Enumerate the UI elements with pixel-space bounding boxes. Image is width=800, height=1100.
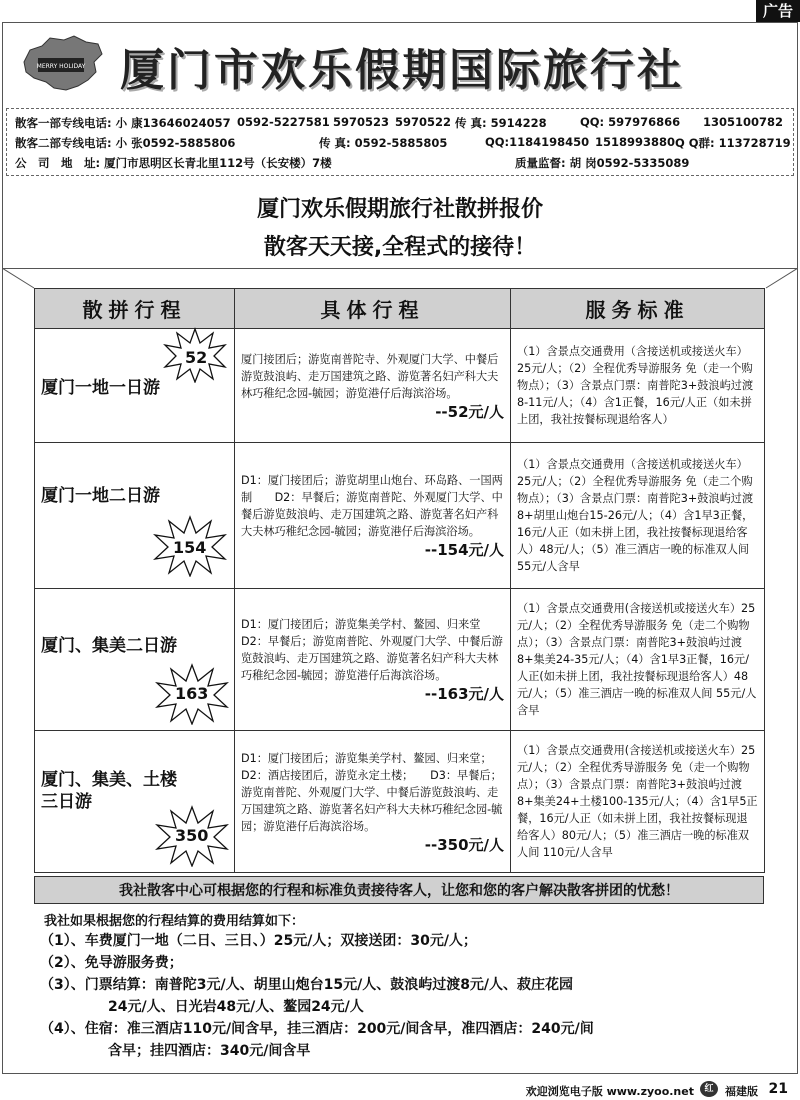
fee-list <box>40 930 770 1062</box>
fee-item: （1）、车费厦门一地（二日、三日、）25元/人；双接送团：30元/人； <box>40 933 477 949</box>
tour-price: --350元/人 <box>424 835 504 854</box>
tour-price: --154元/人 <box>424 541 504 559</box>
service-cell <box>511 731 765 873</box>
tour-price-table <box>34 288 765 873</box>
contact-field: 1305100782 <box>703 115 784 129</box>
tour-name: 厦门一地二日游 <box>41 486 160 506</box>
contact-row-3 <box>15 152 785 172</box>
service-cell <box>511 329 765 443</box>
fee-item: （3）、门票结算：南普陀3元/人、胡里山炮台15元/人、鼓浪屿过渡8元/人、菽庄花园 <box>40 977 574 993</box>
agency-header <box>2 22 798 104</box>
headline-main: 厦门欢乐假期旅行社散拼报价 <box>256 197 543 222</box>
contact-row-2 <box>15 132 791 152</box>
footer-edition: 福建版 <box>725 1085 758 1098</box>
contact-field: Q Q群: 113728719 <box>675 136 791 150</box>
headline-sub: 散客天天接,全程式的接待！ <box>263 235 537 260</box>
contact-block <box>6 108 794 176</box>
contact-field: 传 真: 0592-5885805 <box>319 136 448 150</box>
china-map-logo <box>16 32 106 96</box>
itinerary-text: D1：厦门接团后；游览集美学村、鳌园、归来堂； D2：酒店接团后，游览永定土楼； D3：早餐后；游览南普陀、外观厦门大学、中餐后游览鼓浪屿、走万国建筑之路、游览著名妇产科大夫林巧稚纪念园-毓园；游览港仔后海滨浴场。 <box>241 751 509 833</box>
tour-price: --52元/人 <box>435 402 504 421</box>
price-badge: 350 <box>175 826 209 845</box>
tour-name: 厦门、集美二日游 <box>41 636 177 656</box>
price-badge: 163 <box>175 684 209 703</box>
contact-row-1 <box>15 112 785 132</box>
service-text: （1）含景点交通费用（含接送机或接送火车）25元/人；（2）全程优秀导游服务 免（走二个购物点）；（3）含景点门票：南普陀3+鼓浪屿过渡8+胡里山炮台15-26元/人；（4）含1早3正餐，16元/人正（如未拼上团，我社按餐标现退给客人）48元/人；（5）准三酒店一晚的标准双人间 55元/人含早 <box>517 458 754 573</box>
contact-field: 公 司 地 址: 厦门市思明区长青北里112号（长安楼）7楼 <box>15 156 332 170</box>
contact-field: 1518993880 <box>595 135 676 149</box>
ad-tag: 广告 <box>756 0 800 22</box>
service-text: （1）含景点交通费用(含接送机或接送火车）25元/人；（2）全程优秀导游服务 免（走二个购物点）；（3）含景点门票：南普陀3+鼓浪屿过渡8+集美24-35元/人；（4）含1早3正餐，16元/人正(如未拼上团，我社按餐标现退给客人）48元/人；（5）准三酒店一晚的标准双人间 55元/人含早 <box>517 602 757 717</box>
tour-name-cell <box>35 443 235 589</box>
publisher-logo-icon: 红 <box>700 1081 718 1097</box>
contact-field: 传 真: 5914228 <box>455 116 547 130</box>
table-row <box>35 589 765 731</box>
tour-name-cell <box>35 329 235 443</box>
itinerary-cell <box>235 329 511 443</box>
page-number: 21 <box>768 1081 788 1097</box>
table-row <box>35 329 765 443</box>
col-header-service: 服务标准 <box>511 289 765 329</box>
footer-website: 欢迎浏览电子版 www.zyoo.net <box>525 1085 694 1098</box>
itinerary-text: D1：厦门接团后；游览集美学村、鳌园、归来堂 D2：早餐后；游览南普陀、外观厦门大学、中餐后游览鼓浪屿、走万国建筑之路、游览著名妇产科大夫林巧稚纪念园-毓园；游览港仔后海滨浴场。 <box>241 618 503 682</box>
contact-field: QQ: 597976866 <box>580 115 681 129</box>
itinerary-text: 厦门接团后；游览南普陀寺、外观厦门大学、中餐后游览鼓浪屿、走万国建筑之路、游览著名妇产科大夫林巧稚纪念园-毓园；游览港仔后海滨浴场。 <box>241 352 499 400</box>
itinerary-cell <box>235 731 511 873</box>
table-header-row <box>35 289 765 329</box>
price-badge: 154 <box>173 538 207 557</box>
tour-name: 厦门、集美、土楼三日游 <box>41 770 177 812</box>
itinerary-cell <box>235 589 511 731</box>
tour-name-cell <box>35 589 235 731</box>
fee-item: （2）、免导游服务费； <box>40 955 183 971</box>
col-header-tour: 散拼行程 <box>35 289 235 329</box>
contact-field: 0592-5227581 <box>237 115 330 129</box>
service-cell <box>511 443 765 589</box>
service-text: （1）含景点交通费用（含接送机或接送火车）25元/人；（2）全程优秀导游服务 免（走一个购物点）；（3）含景点门票：南普陀3+鼓浪屿过渡8-11元/人；（4）含1正餐，16元/人正（如未拼上团，我社按餐标现退给客人） <box>517 345 754 426</box>
fee-intro: 我社如果根据您的行程结算的费用结算如下： <box>44 914 305 929</box>
table-row <box>35 731 765 873</box>
contact-field: 散客一部专线电话: 小 康13646024057 <box>15 116 231 130</box>
section-corner-lines <box>2 268 798 290</box>
fee-item-cont: 含早；挂四酒店：340元/间含早 <box>108 1043 311 1059</box>
contact-field: 散客二部专线电话: 小 张0592-5885806 <box>15 136 236 150</box>
service-cell <box>511 589 765 731</box>
itinerary-text: D1：厦门接团后；游览胡里山炮台、环岛路、一国两制 D2：早餐后；游览南普陀、外观厦门大学、中餐后游览鼓浪屿、走万国建筑之路、游览著名妇产科大夫林巧稚纪念园-毓园；游览港仔后海滨浴场。 <box>241 474 503 538</box>
table-row <box>35 443 765 589</box>
tour-price: --163元/人 <box>424 685 504 703</box>
col-header-itinerary: 具体行程 <box>235 289 511 329</box>
price-badge: 52 <box>185 348 208 367</box>
contact-field: 质量监督: 胡 岗0592-5335089 <box>515 156 690 170</box>
contact-field: 5970522 <box>395 115 452 129</box>
agency-title: 厦门市欢乐假期国际旅行社 <box>120 45 684 96</box>
page-footer <box>0 1080 800 1100</box>
service-text: （1）含景点交通费用(含接送机或接送火车）25元/人；（2）全程优秀导游服务 免（走一个购物点）；（3）含景点门票：南普陀3+鼓浪屿过渡8+集美24+土楼100-135元/人；（4）含1早5正餐，16元/人正（如未拼上团，我社按餐标现退给客人）80元/人；（5）准三酒店一晚的标准双人间 110元/人含早 <box>517 744 758 859</box>
map-badge-text: MERRY HOLIDAY <box>36 63 86 70</box>
itinerary-cell <box>235 443 511 589</box>
tour-name: 厦门一地一日游 <box>41 378 160 398</box>
contact-field: QQ:1184198450 <box>485 135 590 149</box>
tour-name-cell <box>35 731 235 873</box>
service-note-bar: 我社散客中心可根据您的行程和标准负责接待客人，让您和您的客户解决散客拼团的忧愁！ <box>34 876 764 904</box>
fee-item-cont: 24元/人、日光岩48元/人、鳌园24元/人 <box>108 999 364 1015</box>
fee-item: （4）、住宿：准三酒店110元/间含早，挂三酒店：200元/间含早，准四酒店：240元/间 <box>40 1021 594 1037</box>
contact-field: 5970523 <box>333 115 390 129</box>
